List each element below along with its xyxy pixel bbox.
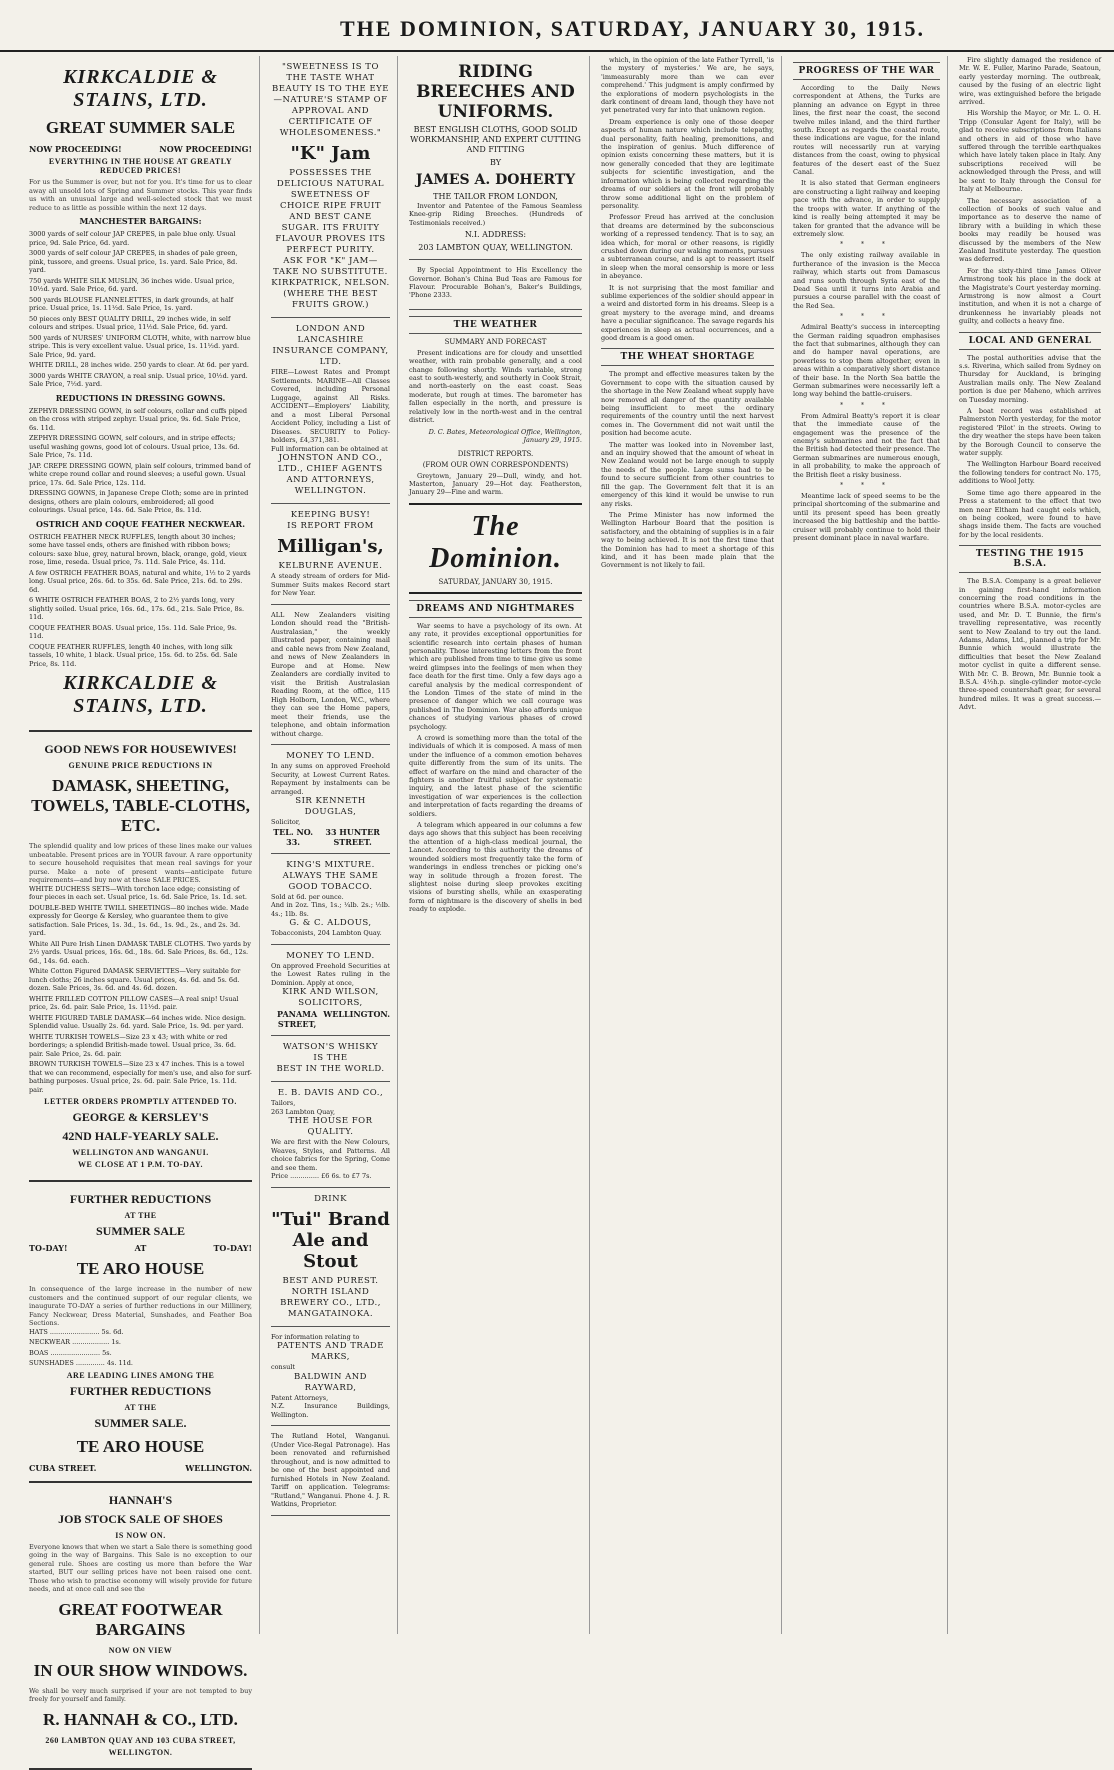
- article-paragraph: War seems to have a psychology of its own. At any rate, it provides exceptional opportunities for scientific research into certain phases of human personality. Those interesting letters from the front which are published from time to time give us some weird glimpses into the feelings of men when they face death for the first time. Only a few days ago a careful analysis by the medical correspondent of the London Times of the state of mind in the presence of danger which we call courage was published in The Dominion. War also affords unique chances of studying various phases of crowd psychology.: [409, 621, 582, 731]
- sale-headline: GREAT SUMMER SALE: [45, 118, 236, 137]
- ad-address: 203 LAMBTON QUAY, WELLINGTON.: [418, 243, 573, 253]
- section-title: MANCHESTER BARGAINS:: [79, 216, 202, 226]
- ad-body: In consequence of the large increase in the number of new customers and the continued support of our regular clients, we inaugurate TO-DAY a series of further reductions in our Millinery, Fancy Neckwear, Dress Material, Sunshades, and Feather Boa Sections.: [29, 1285, 252, 1327]
- ad-city: WELLINGTON.: [323, 1009, 390, 1019]
- section-title: REDUCTIONS IN DRESSING GOWNS.: [55, 392, 226, 403]
- ad-intro: The splendid quality and low prices of these lines make our values unbeatable. Present prices are in YOUR favour. A rare opportunity to secure household requisites that mean real savings for your purse. Make a note of present wants—anticipate future requirements—and buy now at these SALE PRICES.: [29, 842, 252, 884]
- article-paragraph: The prompt and effective measures taken by the Government to cope with the situation caused by the shortage in the New Zealand wheat supply have now removed all danger of the quantity available being insufficient to meet the ordinary requirements of the country until the next harvest comes in. The Government did not wait until the position had become acute.: [601, 370, 774, 438]
- article-paragraph: A crowd is something more than the total of the individuals of which it is composed. A mass of men under the influence of a common emotion behaves quite differently from the sum of its units. The effect of warfare on the mind and character of the fighters is another fruitful subject for systematic inquiry, and the latest phase of the scientific investigation of war experiences is the collection and interpretation of facts regarding the dreams of soldiers.: [409, 734, 582, 818]
- nameplate: [409, 503, 582, 594]
- newspaper-title: The Dominion.: [429, 510, 562, 574]
- company-name: HANNAH'S: [108, 1492, 173, 1507]
- ad-connector: consult: [271, 1363, 295, 1371]
- company-role: Tailors,: [271, 1099, 296, 1107]
- price-item: 500 yards of NURSES' UNIFORM CLOTH, white, with narrow blue stripe. This is very excellent value. Usual price, 1s. 11½d. yard. Sale Price, 9d. yard.: [29, 333, 251, 359]
- price-item: WHITE DRILL, 28 inches wide. 250 yards to clear. At 6d. per yard.: [29, 361, 249, 369]
- price-item: COQUE FEATHER RUFFLES, length 40 inches, with long silk tassels, 10 white, 1 black. Usual price, 15s. 6d. to 25s. 6d. Sale Price, 8s. 11d.: [29, 642, 238, 668]
- section-divider: * * *: [840, 482, 893, 490]
- article-title: PROGRESS OF THE WAR: [793, 62, 940, 80]
- company-name: G. & C. ALDOUS,: [289, 918, 372, 928]
- ad-body: Everyone knows that when we start a Sale there is something good going in the way of Bargains. This Sale is no exception to our general rule. Shoes are costing us more than before the War started, BUT our selling prices have not been raised one cent. Those who wish to practise economy will wisely provide for future needs, and at once call and see the: [29, 1542, 252, 1593]
- price-item: 750 yards WHITE SILK MUSLIN, 36 inches wide. Usual price, 10½d. yard. Sale Price, 6d. yard.: [29, 276, 235, 293]
- ad-connector: IS REPORT FROM: [287, 521, 374, 531]
- ad-address: 33 HUNTER STREET.: [325, 826, 380, 847]
- price-item: WHITE FRILLED COTTON PILLOW CASES—A real snip! Usual price, 2s. 6d. pair. Sale Price, 1s. 11½d. pair.: [29, 994, 239, 1011]
- kings-mixture-ad: [271, 854, 390, 945]
- solicitor-role: Solicitor,: [271, 818, 301, 826]
- ad-ask: ASK FOR "K" JAM—: [283, 256, 378, 266]
- ad-status: IS NOW ON.: [115, 1530, 166, 1540]
- proceeding-left: NOW PROCEEDING!: [29, 144, 122, 154]
- masthead-title: THE DOMINION, SATURDAY, JANUARY 30, 1915.: [340, 16, 926, 41]
- reports-title: DISTRICT REPORTS.: [457, 449, 534, 458]
- article-title: LOCAL AND GENERAL: [959, 332, 1101, 350]
- today-left: TO-DAY!: [29, 1243, 68, 1253]
- ad-status: NOW ON VIEW: [108, 1645, 173, 1655]
- ad-title: PATENTS AND TRADE MARKS,: [277, 1341, 384, 1362]
- ad-body: By Special Appointment to His Excellency the Governor. Bohan's China Bud Teas are Famous for Flavour. Procurable Bohan's, Baker's Buildings, 'Phone 2333.: [409, 266, 582, 300]
- address-left: CUBA STREET.: [29, 1462, 97, 1473]
- section-title: OSTRICH AND COQUE FEATHER NECKWEAR.: [36, 518, 245, 529]
- masthead: [0, 0, 1114, 52]
- agents-name: JOHNSTON AND CO., LTD., CHIEF AGENTS AND ATTORNEYS, WELLINGTON.: [278, 453, 383, 496]
- column-2: [264, 56, 398, 1634]
- weather-body: Present indications are for cloudy and unsettled weather, with rain probable generally, and a cool change following shortly. Winds variable, strong east to south-westerly, and southerly in Cook Strait, and north-easterly on the east coast. Seas moderate, but rough at times. The barometer has fallen especially in the north, and pressure is relatively low in the north-west and in the central district.: [409, 348, 582, 425]
- ad-street: PANAMA STREET,: [277, 1009, 318, 1029]
- product-name: KING'S MIXTURE.: [286, 859, 375, 870]
- price-item: DRESSING GOWNS, in Japanese Crepe Cloth; some are in printed designs, others are plain colours, embroidered; all good colourings. Usual price, 14s. 6d. Sale Price, 8s. 11d.: [29, 489, 249, 514]
- price-item: WHITE TURKISH TOWELS—Size 23 x 43; with white or red borderings; a splendid British-made towel. Usual price, 3s. 6d. pair. Sale Price, 2s. 6d. pair.: [29, 1032, 236, 1058]
- ad-towns: WELLINGTON AND WANGANUI.: [72, 1148, 209, 1157]
- news-paragraph: For the sixty-third time James Oliver Armstrong took his place in the dock at the Magistrate's Court yesterday morning. Armstrong is now almost a Court institution, and when it is not a charge of drunkenness he invariably pleads not guilty, and collects a heavy fine.: [959, 266, 1101, 326]
- ad-price: Price .............. £6 6s. to £7 7s.: [271, 1172, 372, 1180]
- product-name: WATSON'S WHISKY: [282, 1042, 379, 1052]
- ad-address: KELBURNE AVENUE.: [278, 561, 383, 571]
- ad-title: JOB STOCK SALE OF SHOES: [58, 1511, 223, 1526]
- k-jam-ad: [271, 56, 390, 318]
- price-item: ZEPHYR DRESSING GOWN, self colours, and in stripe effects; useful washing gowns, good lot of colours. Usual price, 13s. 6d. Sale Price, 7s. 11d.: [29, 434, 240, 459]
- price-item: WHITE FIGURED TABLE DAMASK—64 inches wide. Nice design. Splendid value. Usually 2s. 6d. yard. Sale Price, 1s. 9d. per yard.: [29, 1013, 246, 1030]
- price-item: 3000 yards of self colour JAP CREPES, in pale blue only. Usual price, 9d. Sale Price, 6d. yard.: [29, 230, 236, 247]
- tailor-role: THE TAILOR FROM LONDON,: [433, 192, 558, 201]
- ad-lead: "SWEETNESS IS TO THE TASTE WHAT BEAUTY IS TO THE EYE—NATURE'S STAMP OF APPROVAL AND CERTIFICATE OF WHOLESOMENESS.": [272, 62, 389, 138]
- ad-title: SUMMER SALE.: [94, 1415, 187, 1430]
- article-paragraph: Admiral Beatty's success in intercepting the German raiding squadron emphasises the fact that submarines, although they can and do hamper naval operations, are powerless to stop them altogether, even in areas within a comparatively short distance of their base. In the North Sea battle the German submarines were necessarily left a long way behind the battle-cruisers.: [793, 323, 940, 399]
- product-name: "K" Jam: [290, 143, 371, 164]
- product-name: "Tui" Brand Ale and Stout: [271, 1208, 390, 1272]
- weather-signature: D. C. Bates, Meteorological Office, Wellington, January 29, 1915.: [428, 427, 582, 444]
- price-item: OSTRICH FEATHER NECK RUFFLES, length about 30 inches; some have tassel ends, others are finished with ribbon bows; colours: saxe blue, grey, natural brown, black, orange, gold, vieux rose, lime, reseda. Usual price, 7s. 11d. Sale Price, 4s. 11d.: [29, 532, 247, 566]
- store-name: TE ARO HOUSE: [76, 1436, 205, 1456]
- price-item: ZEPHYR DRESSING GOWN, in self colours, collar and cuffs piped on the cross with striped zephyr. Usual price, 9s. 6d. Sale Price, 6s. 11d.: [29, 406, 247, 432]
- company-role: Patent Attorneys,: [271, 1393, 329, 1402]
- ad-connector: IS THE: [313, 1053, 348, 1063]
- ad-headline: IN OUR SHOW WINDOWS.: [33, 1660, 248, 1680]
- bohan-tea-ad: [409, 260, 582, 310]
- nz-notice: [271, 605, 390, 746]
- ad-claim: BEST IN THE WORLD.: [276, 1064, 385, 1074]
- price-item: HATS ........................ 5s. 6d.: [29, 1327, 124, 1336]
- store-name: TE ARO HOUSE: [76, 1259, 205, 1278]
- contact-row: [271, 1009, 390, 1029]
- price-item: White Cotton Figured DAMASK SERVIETTES—Very suitable for lunch cloths; 26 inches square. Usual prices, 4s. 6d. and 5s. 6d. dozen. Sale Prices, 3s. 6d. and 4s. 6d. dozen.: [29, 967, 241, 992]
- ad-headline: GREAT FOOTWEAR BARGAINS: [58, 1599, 223, 1639]
- insurance-ad: [271, 318, 390, 504]
- ad-headline: GOOD NEWS FOR HOUSEWIVES!: [44, 742, 237, 756]
- news-paragraph: Some time ago there appeared in the Press a statement to the effect that two men near Eltham had caught eels which, on being cooked, were found to have shags inside them. The facts are vouched for by the local residents.: [959, 488, 1101, 539]
- article-paragraph: which, in the opinion of the late Father Tyrrell, 'is the mystery of mysteries.' We are, he says, 'immeasurably more than we can ever comprehend.' This judgment is amply confirmed by the explorations of modern psychologists in the dark continent of dream land, though they have not yet penetrated very far into that unknown region.: [601, 56, 774, 115]
- contact-row: [271, 827, 390, 847]
- te-aro-house-ad: [29, 1182, 252, 1483]
- ad-lead: For information relating to: [271, 1332, 360, 1341]
- ad-headline: KEEPING BUSY!: [290, 510, 371, 520]
- ad-connector: BY: [489, 158, 502, 167]
- news-paragraph: The Wellington Harbour Board received the following tenders for contract No. 175, additions to Wool Jetty.: [959, 460, 1101, 486]
- news-paragraph: A boat record was established at Palmerston North yesterday, for the motor registered 'Pilot' in the streets. Owing to the dry weather the steps have been taken by the Borough Council to conserve the water supply.: [959, 407, 1101, 458]
- ad-headline: FURTHER REDUCTIONS: [69, 1383, 212, 1398]
- tailor-name: JAMES A. DOHERTY: [415, 172, 576, 188]
- news-paragraph: The B.S.A. Company is a great believer in gaining first-hand information concerning the road conditions in the countries where B.S.A. motor-cycles are used, and Mr. D. T. Bunnie, the firm's travelling representative, was recently sent to New Zealand to try out the land. Adams, Adams, Ltd., planned a trip for Mr. Bunnie which would illustrate the difficulties that beset the New Zealand motor cyclist in quite a different sense. With Mr. C. B. Brown, Mr. Bunnie took a B.S.A. 4½h.p. single-cylinder motor-cycle three-speed countershaft gear, for several hundred miles. It was a great success.—Advt.: [959, 577, 1101, 712]
- solicitor-name: SIR KENNETH DOUGLAS,: [295, 796, 366, 817]
- article-paragraph: A telegram which appeared in our columns a few days ago shows that this subject has been receiving the attention of a high-class medical journal, the Lancet. According to this authority the dreams of wounded soldiers most frequently take the form of wanderings in endless trenches or picking one's way in solitude through a frozen forest. The slightest noise during sleep provokes exciting visions of bursting shells, while an exasperating form of nightmare is the discovery of shells in bed ready to explode.: [409, 821, 582, 914]
- rutland-hotel-ad: [271, 1426, 390, 1516]
- ad-body: On approved Freehold Securities at the Lowest Rates ruling in the Dominion. Apply at once,: [271, 961, 390, 987]
- company-name: NORTH ISLAND BREWERY CO., LTD.,: [280, 1286, 381, 1308]
- price-item: 50 pieces only BEST QUALITY DRILL, 29 inches wide, in self colours and stripes. Usual price, 11½d. Sale Price, 6d. yard.: [29, 314, 231, 331]
- price-item: SUNSHADES .............. 4s. 11d.: [29, 1359, 134, 1367]
- section-divider: * * *: [840, 401, 893, 409]
- ad-tins: And in 2oz. Tins, 1s.; ¼lb. 2s.; ½lb. 4s.; 1lb. 8s.: [271, 901, 390, 918]
- notice-body: ALL New Zealanders visiting London should read the "British-Australasian," the weekly illustrated paper, containing mail and cable news from New Zealand, and news of New Zealanders in Europe and at Home. New Zealanders are cordially invited to visit the British Australasian Reading Room, at the office, 115 High Holborn, London, W.C., where they can see the Home papers, meet their friends, use the telephone, and obtain information without charge.: [271, 610, 390, 738]
- price-item: WHITE DUCHESS SETS—With torchon lace edge; consisting of four pieces in each set. Usual price, 1s. 6d. Sale Price, 1s. 1d. set.: [29, 884, 247, 901]
- ad-motto: THE HOUSE FOR QUALITY.: [288, 1116, 373, 1137]
- ad-title: DAMASK, SHEETING, TOWELS, TABLE-CLOTHS, ETC.: [31, 776, 250, 835]
- company-name: R. HANNAH & CO., LTD.: [43, 1709, 238, 1729]
- ad-leading: ARE LEADING LINES AMONG THE: [66, 1370, 215, 1380]
- column-5: [786, 56, 948, 1634]
- today-right: TO-DAY!: [213, 1243, 252, 1253]
- money-to-lend-ad: [271, 945, 390, 1037]
- newspaper-page: [22, 56, 1108, 1757]
- price-item: NECKWEAR .................. 1s.: [29, 1338, 121, 1346]
- price-item: BOAS ........................ 5s.: [29, 1348, 112, 1357]
- ad-title: MONEY TO LEND.: [286, 751, 375, 761]
- price-item: 3000 yards WHITE CRAYON, a real snip. Usual price, 10½d. yard. Sale Price, 7½d. yard.: [29, 371, 248, 388]
- ad-body: In any sums on approved Freehold Security, at Lowest Current Rates. Repayment by instalments can be arranged.: [271, 762, 390, 796]
- article-paragraph: It is not surprising that the most familiar and sublime experiences of the soldier should appear in a weird and distorted form in his dreams. Sleep is a great mystery to the average mind, and dreams have a peculiar significance. The savage regards his experiences in sleep as actual occurrences, and a good dream is a good omen.: [601, 283, 774, 342]
- ad-town: MANGATAINOKA.: [287, 1308, 374, 1319]
- article-paragraph: The matter was looked into in November last, and an inquiry showed that the amount of wheat in New Zealand would not be large enough to supply the needs of the people. Large sums had to be found to secure sufficient from other countries to fill the gap. The Government felt that it is an emergency of this kind it would be unwise to run any risks.: [601, 440, 774, 508]
- weather-title: THE WEATHER: [409, 316, 582, 334]
- tui-ale-ad: [271, 1188, 390, 1327]
- ad-hours: WE CLOSE AT 1 P.M. TO-DAY.: [78, 1160, 203, 1169]
- sale-intro: For us the Summer is over, but not for you. It's time for us to clear away all unsold lots of Spring and Summer stocks. This year finds us with an unusual large and well-selected stock that we must reduce to as little as possible within the next 12 days.: [29, 178, 252, 212]
- proceeding-right: NOW PROCEEDING!: [159, 144, 252, 154]
- news-paragraph: The necessary association of a collection of books of such value and importance as to deserve the name of library with a building in which these books may readily be housed was discussed by the members of the New Zealand Institute yesterday. The question was deferred.: [959, 196, 1101, 264]
- kirkcaldie-name: KIRKCALDIE & STAINS, LTD.: [63, 66, 218, 111]
- reports-body: Greytown, January 29—Dull, windy, and hot. Masterton, January 29—Hot day. Featherston, January 29—Fine and warm.: [409, 471, 582, 497]
- price-item: DOUBLE-BED WHITE TWILL SHEETINGS—80 inches wide. Made expressly for George & Kersley, who guarantee them to give satisfaction. Sale Prices, 1s. 3d., 1s. 6d., 1s. 9d., 2s., and 2s. 3d. yard.: [29, 903, 249, 937]
- proceeding-row: [29, 144, 252, 154]
- ad-body: We are first with the New Colours, Weaves, Styles, and Patterns. All choice fabrics for the Spring, Come and see them.: [271, 1138, 390, 1172]
- ad-claim: BEST AND PUREST.: [282, 1275, 379, 1286]
- company-name: BALDWIN AND RAYWARD,: [294, 1371, 367, 1393]
- price-list: [29, 230, 252, 389]
- price-list: [29, 533, 252, 669]
- article-paragraph: According to the Daily News correspondent at Athens, the Turks are planning an advance on Egypt in three lines, the first near the coast, the second twelve miles inland, and the third further south. Except as regards the coastal route, these indications are vague, for the inland routes will necessarily run at varying distances from the coast, owing to physical features of the desert east of the Suez Canal.: [793, 84, 940, 177]
- address-row: [29, 1463, 252, 1473]
- today-row: [29, 1243, 252, 1253]
- ad-body: A steady stream of orders for Mid-Summer Suits makes Record start for New Year.: [271, 572, 390, 597]
- section-divider: * * *: [840, 313, 893, 321]
- price-list: [29, 1328, 252, 1368]
- ad-body: ALWAYS THE SAME GOOD TOBACCO.: [282, 870, 379, 892]
- news-paragraph: The postal authorities advise that the s.s. Riverina, which sailed from Sydney on Thursday for Auckland, is bringing Australian mails only. The New Zealand portion is due per Maheno, which arrives on Tuesday morning.: [959, 353, 1101, 404]
- news-paragraph: Fire slightly damaged the residence of Mr. W. E. Fuller, Marino Parade, Seatoun, early yesterday morning. The outbreak, caused by the fusing of an electric light wire, was extinguished before the brigade arrived.: [959, 56, 1101, 107]
- ad-connector: AT THE: [124, 1402, 157, 1412]
- george-kersley-ad: [29, 732, 252, 1182]
- company-name: GEORGE & KERSLEY'S: [72, 1110, 209, 1124]
- news-paragraph: His Worship the Mayor, or Mr. L. O. H. Tripp (Consular Agent for Italy), will be glad to receive subscriptions from Italians and others in aid of those who have suffered through the terrible earthquakes which have lately taken place in Italy. Any subscriptions received will be acknowledged through the Press, and will be sent to Italy through the Consul for Italy at Melbourne.: [959, 109, 1101, 194]
- address-right: WELLINGTON.: [185, 1462, 252, 1473]
- ad-address: 263 Lambton Quay,: [271, 1107, 336, 1116]
- hannah-ad: [29, 1483, 252, 1770]
- today-mid: AT: [134, 1243, 147, 1253]
- company-name: Milligan's,: [277, 536, 384, 557]
- section-divider: * * *: [840, 241, 893, 249]
- money-to-lend-ad: [271, 745, 390, 854]
- davis-tailors-ad: [271, 1082, 390, 1188]
- column-1: [22, 56, 260, 1757]
- article-title: THE WHEAT SHORTAGE: [601, 348, 774, 366]
- column-4: [594, 56, 782, 1634]
- sale-tagline: EVERYTHING IN THE HOUSE AT GREATLY REDUCED PRICES!: [48, 157, 233, 175]
- ad-title: MONEY TO LEND.: [286, 950, 375, 961]
- ad-title: SUMMER SALE: [95, 1224, 185, 1238]
- milligans-ad: [271, 504, 390, 605]
- ad-body: POSSESSES THE DELICIOUS NATURAL SWEETNESS OF CHOICE RIPE FRUIT AND BEST CANE SUGAR. ITS FRUITY FLAVOUR PROVES ITS PERFECT PURITY.: [275, 168, 386, 255]
- company-name: LONDON AND LANCASHIRE INSURANCE COMPANY, LTD.: [272, 324, 389, 367]
- watsons-whisky-ad: [271, 1036, 390, 1082]
- ad-lead: DRINK: [314, 1193, 347, 1204]
- article-paragraph: Professor Freud has arrived at the conclusion that dreams are determined by the subconscious working of a repressed tendency. That is to say, an idea which, for moral or other reasons, is rigidly crushed down during our waking moments, pursues a subterranean course, and is apt to reassert itself in sleep when the moral censorship is more or less in abeyance.: [601, 213, 774, 281]
- ad-address: 260 LAMBTON QUAY AND 103 CUBA STREET,: [45, 1735, 236, 1745]
- patents-ad: [271, 1327, 390, 1427]
- riding-breeches-ad: [409, 56, 582, 260]
- price-item: A few OSTRICH FEATHER BOAS, natural and white, 1½ to 2 yards long. Usual price, 26s. 6d. to 35s. 6d. Sale Price, 21s. 6d. to 29s. 6d.: [29, 568, 251, 594]
- ad-headline: FURTHER REDUCTIONS: [69, 1192, 212, 1206]
- ad-address-label: N.I. ADDRESS:: [464, 230, 527, 240]
- ad-substitute: TAKE NO SUBSTITUTE.: [273, 267, 388, 277]
- ad-info: Full information can be obtained at: [271, 444, 388, 453]
- article-paragraph: From Admiral Beatty's report it is clear that the immediate cause of the engagement was the presence of the enemy's submarines and not the fact that the British had detected their presence. The German submarines are numerous enough, in all probability, to make the approach of the British fleet a risky business.: [793, 411, 940, 479]
- sale-name: 42ND HALF-YEARLY SALE.: [62, 1129, 219, 1143]
- price-list: [29, 407, 252, 515]
- ad-subhead: GENUINE PRICE REDUCTIONS IN: [68, 761, 213, 770]
- price-item: 500 yards BLOUSE FLANNELETTES, in dark grounds, at half price. Usual price, 1s. 11½d. Sale Price, 1s. yard.: [29, 295, 234, 312]
- ad-price: Sold at 6d. per ounce.: [271, 892, 344, 901]
- newspaper-date: SATURDAY, JANUARY 30, 1915.: [438, 577, 553, 586]
- ad-footer: LETTER ORDERS PROMPTLY ATTENDED TO.: [44, 1097, 237, 1106]
- ad-city: WELLINGTON.: [108, 1747, 173, 1757]
- article-paragraph: It is also stated that German engineers are constructing a light railway and keeping pace with the advance, in order to supply the troops with water. If anything of the kind is really being attempted it may be taken for granted that the advance will be extremely slow.: [793, 179, 940, 238]
- article-paragraph: Dream experience is only one of those deeper aspects of human nature which include telepathy, dual personality, faith healing, premonitions, and the inspiration of genius. Much difference of opinion exists concerning these matters, but it is now generally conceded that they are legitimate subjects for scientific investigation, and the information which is being collected regarding the dreams of our soldiers at the front will probably throw some additional light on the problem of personality.: [601, 117, 774, 210]
- price-item: 3000 yards of self colour JAP CREPES, in shades of pale green, pink, tussore, and greens. Usual price, 1s. yard. Sale Price, 8d. yard.: [29, 249, 238, 274]
- ad-note: (WHERE THE BEST FRUITS GROW.): [283, 289, 378, 310]
- ad-title: RIDING BREECHES AND UNIFORMS.: [416, 62, 575, 122]
- article-title: DREAMS AND NIGHTMARES: [409, 600, 582, 618]
- price-item: White All Pure Irish Linen DAMASK TABLE CLOTHS. Two yards by 2½ yards. Usual prices, 16s. 6d., 18s. 6d. Sale Prices, 8s. 6d., 12s. 6d., 14s. 6d. each.: [29, 939, 251, 965]
- ad-body: The Rutland Hotel, Wanganui. (Under Vice-Regal Patronage). Has been renovated and refurnished throughout, and is now admitted to be one of the best appointed and furnished Hotels in New Zealand. Tariff on application. Telegrams: "Rutland," Wanganui. Phone 4. J. R. Watkins, Proprietor.: [271, 1432, 390, 1508]
- company-name: E. B. DAVIS AND CO.,: [277, 1088, 384, 1098]
- ad-tel: TEL. NO. 33.: [273, 826, 314, 847]
- price-item: 6 WHITE OSTRICH FEATHER BOAS, 2 to 2½ yards long, very slightly soiled. Usual price, 16s. 6d., 17s. 6d., 21s. Sale Price, 8s. 11d.: [29, 596, 245, 621]
- article-paragraph: The Prime Minister has now informed the Wellington Harbour Board that the position is satisfactory, and the obtaining of supplies is in a fair way to being achieved. It is not the first time that the Dominion has had to meet a shortage of this kind, and it has been made plain that the Government is not likely to fail.: [601, 510, 774, 570]
- ad-note: We shall be very much surprised if your are not tempted to buy freely for yourself and family.: [29, 1686, 252, 1703]
- ad-desc: Inventor and Patentee of the Famous Seamless Knee-grip Riding Breeches. (Hundreds of Testimonials received.): [409, 202, 582, 227]
- ad-body: BEST ENGLISH CLOTHS, GOOD SOLID WORKMANSHIP, AND EXPERT CUTTING AND FITTING: [410, 125, 581, 154]
- company-name: KIRKPATRICK, NELSON.: [271, 278, 390, 288]
- ad-address: N.Z. Insurance Buildings, Wellington.: [271, 1402, 390, 1419]
- article-paragraph: The only existing railway available in furtherance of the invasion is the Mecca railway, which starts out from Damascus and runs south through Syria east of the Dead Sea until it turns into Arabia and pursues a course parallel with the coast of the Red Sea.: [793, 251, 940, 310]
- column-3: [402, 56, 590, 1634]
- article-paragraph: Meantime lack of speed seems to be the principal shortcoming of the submarine and until its present speed has been greatly increased the big battleship and the battle-cruiser will probably continue to hold their present dominant place in naval warfare.: [793, 492, 940, 543]
- price-list: [29, 885, 252, 1095]
- price-item: JAP. CREPE DRESSING GOWN, plain self colours, trimmed band of white crepe round collar and round sleeves; a useful gown. Usual price, 17s. 6d. Sale Price, 12s. 11d.: [29, 461, 251, 487]
- price-item: COQUE FEATHER BOAS. Usual price, 15s. 11d. Sale Price, 9s. 11d.: [29, 623, 237, 640]
- reports-subtitle: (FROM OUR OWN CORRESPONDENTS): [422, 460, 569, 469]
- column-6: [952, 56, 1108, 1634]
- kirkcaldie-name: KIRKCALDIE & STAINS, LTD.: [63, 672, 218, 717]
- ad-address: Tobacconists, 204 Lambton Quay.: [271, 929, 382, 937]
- solicitor-name: KIRK AND WILSON, SOLICITORS,: [282, 987, 379, 1008]
- kirkcaldie-ad: [29, 56, 252, 732]
- article-title: TESTING THE 1915 B.S.A.: [959, 545, 1101, 573]
- weather-subtitle: SUMMARY AND FORECAST: [444, 337, 547, 346]
- ad-connector: AT THE: [124, 1211, 157, 1220]
- price-item: BROWN TURKISH TOWELS—Size 23 x 47 inches. This is a towel that we can recommend, especially for men's use, and also for surf-bathing purposes. Usual price, 2s. 6d. pair. Sale Price, 1s. 11d. pair.: [29, 1060, 252, 1094]
- ad-body: FIRE—Lowest Rates and Prompt Settlements. MARINE—All Classes Covered, including Personal Luggage, against All Risks. ACCIDENT—Employers' Liability, and a most Liberal Personal Accident Policy, including a List of Diseases. SECURITY to Policy-holders, £4,371,381.: [271, 368, 390, 444]
